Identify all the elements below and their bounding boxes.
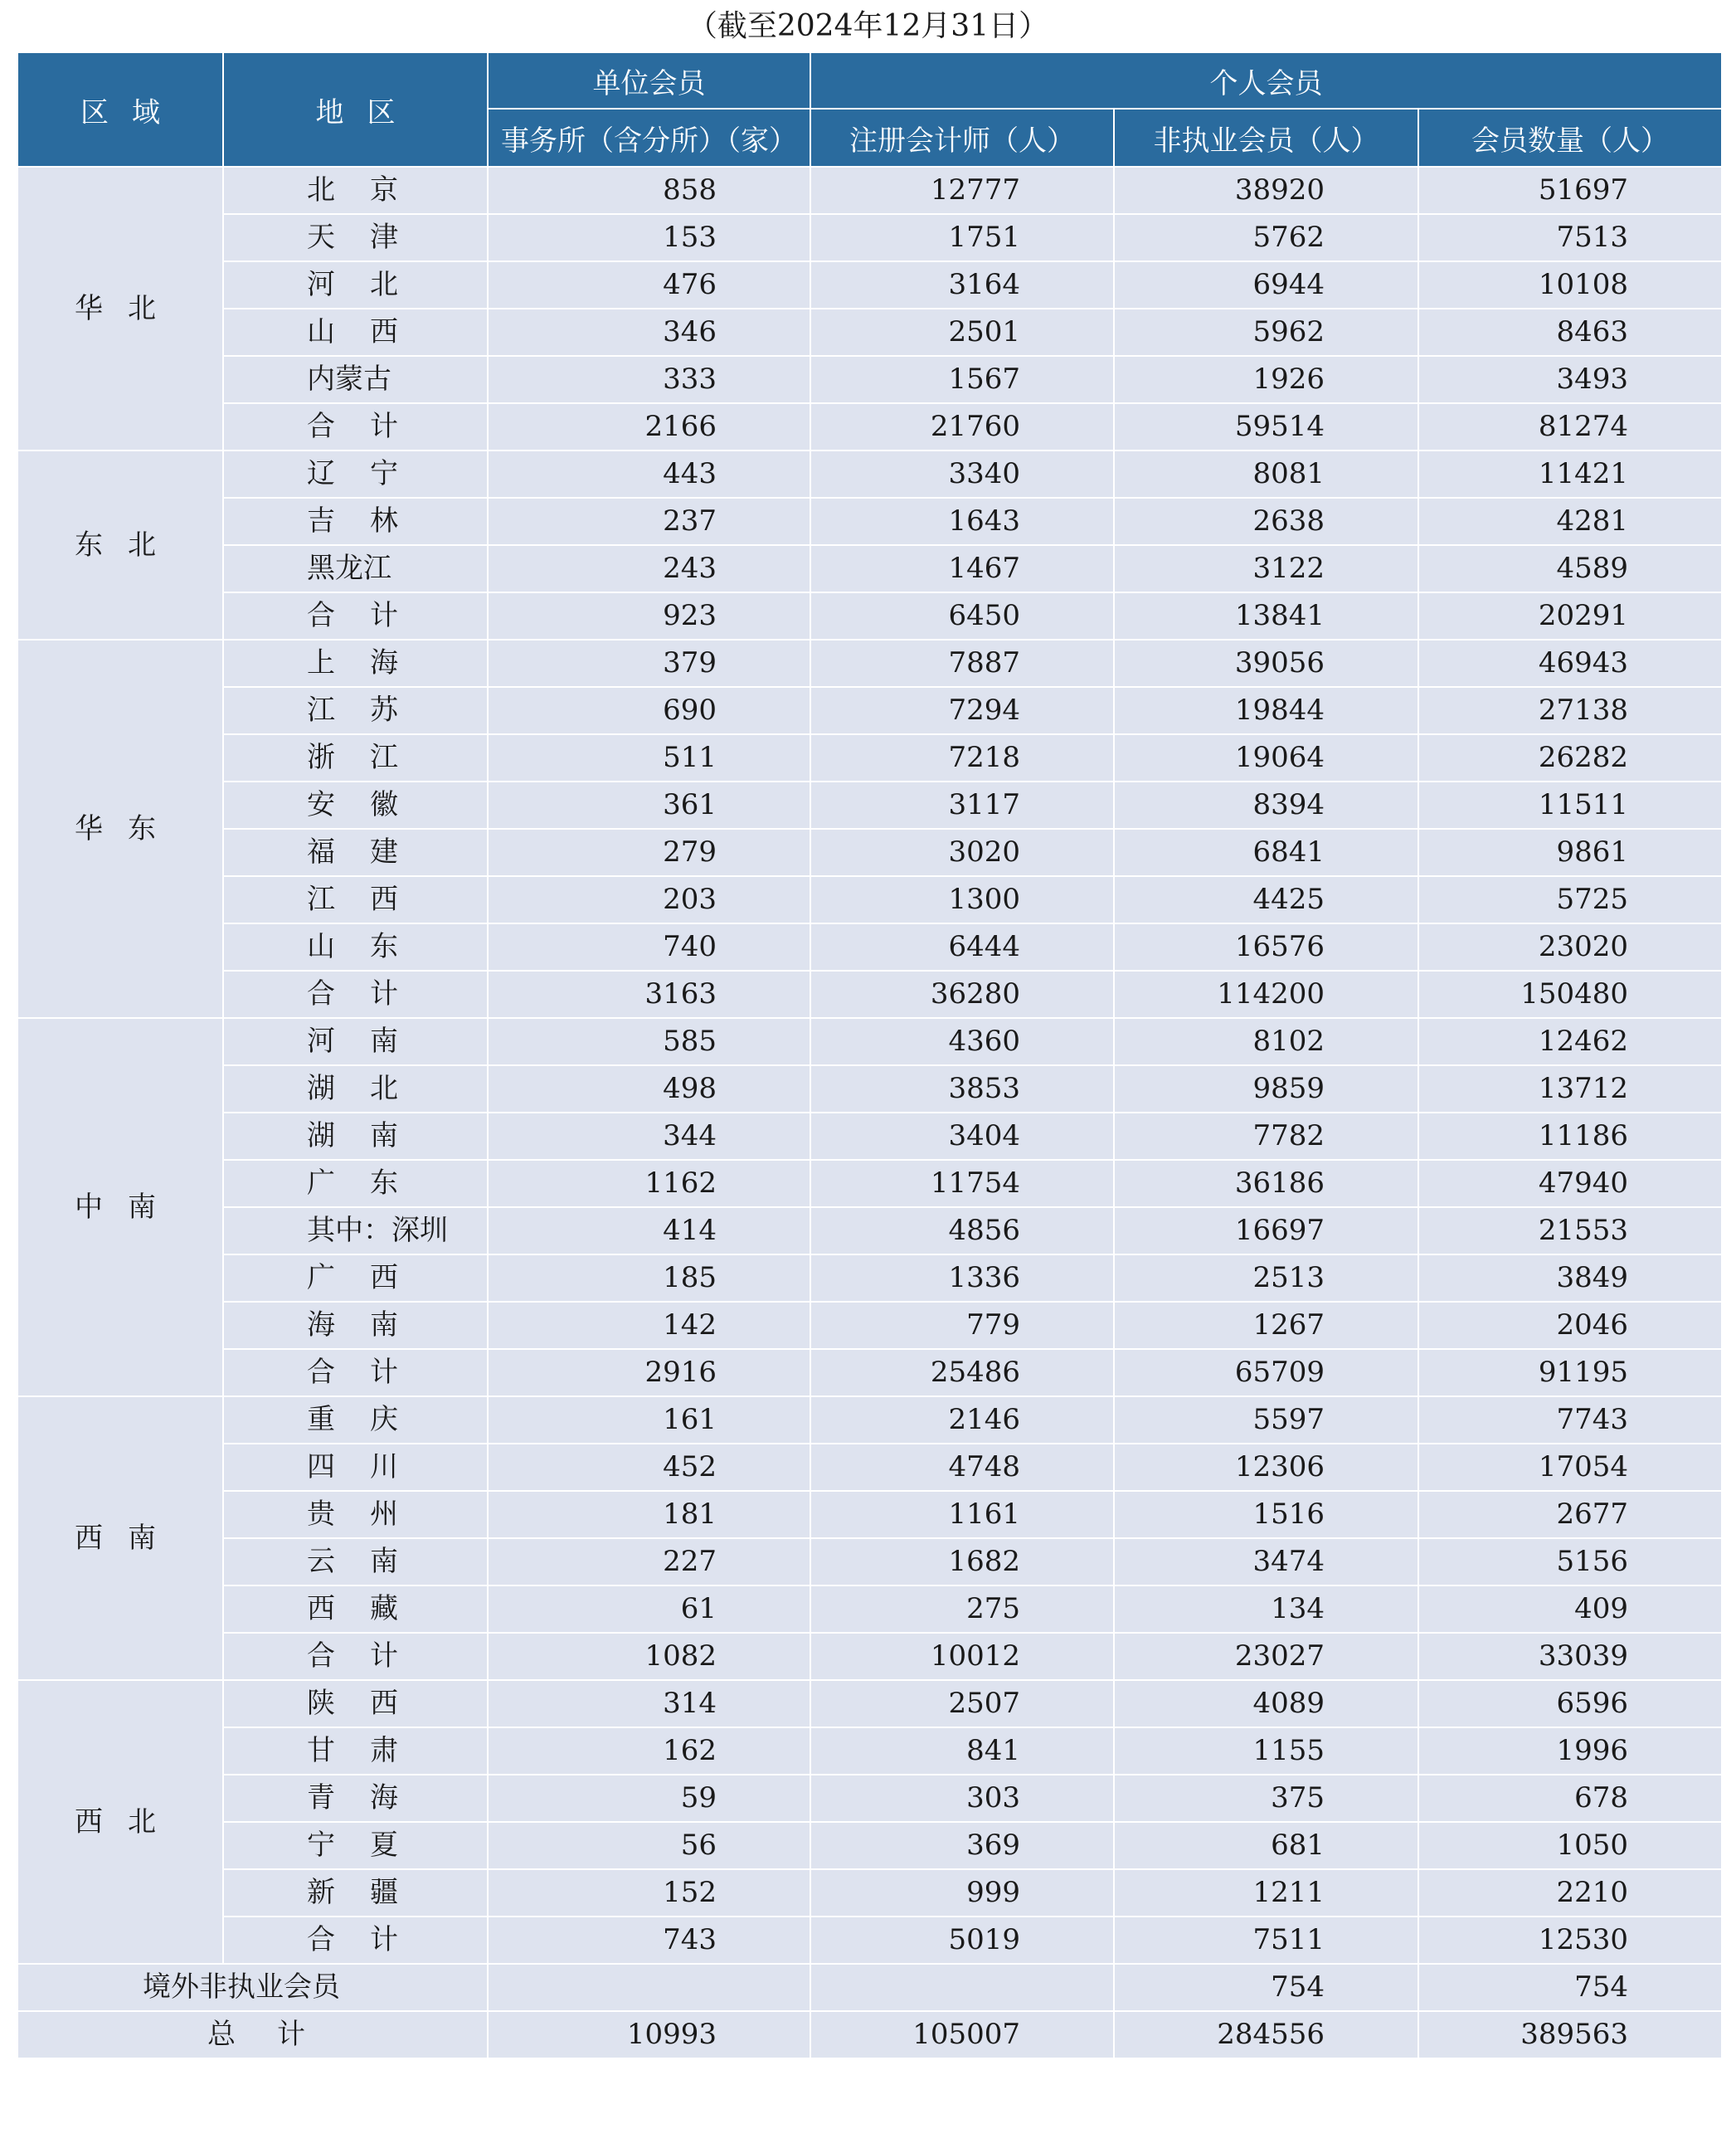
value-cell-non-practicing: 23027 <box>1114 1633 1418 1680</box>
table-row <box>17 451 1722 498</box>
value-cell-firms: 690 <box>488 687 810 734</box>
value-cell-members: 2677 <box>1418 1491 1722 1538</box>
value-cell-members: 20291 <box>1418 592 1722 640</box>
value-cell-non-practicing: 4425 <box>1114 876 1418 923</box>
area-cell: 内蒙古 <box>223 356 488 403</box>
value-cell-cpa: 275 <box>810 1585 1114 1633</box>
table-row <box>17 1633 1722 1680</box>
area-cell: 合计 <box>223 592 488 640</box>
header-non-practicing: 非执业会员（人） <box>1114 109 1418 167</box>
value-cell-firms: 161 <box>488 1396 810 1444</box>
table-row <box>17 1538 1722 1585</box>
grand-total-value-members: 389563 <box>1418 2011 1722 2058</box>
value-cell-firms: 56 <box>488 1822 810 1869</box>
table-row <box>17 1254 1722 1302</box>
value-cell-firms: 511 <box>488 734 810 782</box>
value-cell-cpa: 2146 <box>810 1396 1114 1444</box>
value-cell-cpa: 7294 <box>810 687 1114 734</box>
value-cell-cpa: 2507 <box>810 1680 1114 1727</box>
header-cpa: 注册会计师（人） <box>810 109 1114 167</box>
table-row <box>17 403 1722 451</box>
table-row <box>17 1822 1722 1869</box>
table-row <box>17 1113 1722 1160</box>
membership-table <box>17 51 1723 2059</box>
value-cell-cpa: 3340 <box>810 451 1114 498</box>
area-cell: 广西 <box>223 1254 488 1302</box>
value-cell-cpa: 3853 <box>810 1065 1114 1113</box>
value-cell-non-practicing: 6944 <box>1114 261 1418 309</box>
overseas-row <box>17 1964 1722 2011</box>
overseas-value-non-practicing: 754 <box>1114 1964 1418 2011</box>
area-cell: 福建 <box>223 829 488 876</box>
area-cell: 合计 <box>223 971 488 1018</box>
table-row <box>17 1160 1722 1207</box>
area-cell: 合计 <box>223 403 488 451</box>
value-cell-cpa: 3020 <box>810 829 1114 876</box>
value-cell-non-practicing: 375 <box>1114 1775 1418 1822</box>
area-cell: 河南 <box>223 1018 488 1065</box>
grand-total-value-non-practicing: 284556 <box>1114 2011 1418 2058</box>
table-row <box>17 545 1722 592</box>
value-cell-members: 46943 <box>1418 640 1722 687</box>
header-individual-member: 个人会员 <box>810 52 1722 109</box>
value-cell-firms: 414 <box>488 1207 810 1254</box>
value-cell-firms: 333 <box>488 356 810 403</box>
value-cell-members: 7743 <box>1418 1396 1722 1444</box>
table-row <box>17 1018 1722 1065</box>
value-cell-firms: 346 <box>488 309 810 356</box>
area-cell: 海南 <box>223 1302 488 1349</box>
value-cell-cpa: 1751 <box>810 214 1114 261</box>
area-cell: 合计 <box>223 1349 488 1396</box>
value-cell-non-practicing: 1211 <box>1114 1869 1418 1917</box>
value-cell-non-practicing: 6841 <box>1114 829 1418 876</box>
value-cell-members: 1050 <box>1418 1822 1722 1869</box>
value-cell-non-practicing: 681 <box>1114 1822 1418 1869</box>
value-cell-non-practicing: 1155 <box>1114 1727 1418 1775</box>
value-cell-firms: 923 <box>488 592 810 640</box>
table-row <box>17 1917 1722 1964</box>
value-cell-firms: 1082 <box>488 1633 810 1680</box>
table-row <box>17 640 1722 687</box>
table-row <box>17 214 1722 261</box>
region-cell: 东北 <box>17 451 223 640</box>
value-cell-cpa: 11754 <box>810 1160 1114 1207</box>
area-cell: 天津 <box>223 214 488 261</box>
value-cell-non-practicing: 8102 <box>1114 1018 1418 1065</box>
grand-total-label: 总计 <box>17 2011 488 2058</box>
area-cell: 合计 <box>223 1917 488 1964</box>
region-cell: 中南 <box>17 1018 223 1396</box>
area-cell: 江西 <box>223 876 488 923</box>
value-cell-non-practicing: 8394 <box>1114 782 1418 829</box>
table-row <box>17 1680 1722 1727</box>
value-cell-members: 9861 <box>1418 829 1722 876</box>
area-cell: 北京 <box>223 167 488 214</box>
value-cell-cpa: 10012 <box>810 1633 1114 1680</box>
value-cell-members: 10108 <box>1418 261 1722 309</box>
value-cell-firms: 279 <box>488 829 810 876</box>
value-cell-non-practicing: 16697 <box>1114 1207 1418 1254</box>
value-cell-firms: 2916 <box>488 1349 810 1396</box>
table-row <box>17 309 1722 356</box>
area-cell: 甘肃 <box>223 1727 488 1775</box>
area-cell: 青海 <box>223 1775 488 1822</box>
header-area: 地区 <box>223 52 488 167</box>
value-cell-cpa: 1161 <box>810 1491 1114 1538</box>
table-row <box>17 1491 1722 1538</box>
value-cell-members: 47940 <box>1418 1160 1722 1207</box>
value-cell-firms: 153 <box>488 214 810 261</box>
value-cell-non-practicing: 2513 <box>1114 1254 1418 1302</box>
value-cell-members: 81274 <box>1418 403 1722 451</box>
header-member-count: 会员数量（人） <box>1418 109 1722 167</box>
value-cell-cpa: 12777 <box>810 167 1114 214</box>
overseas-value-members: 754 <box>1418 1964 1722 2011</box>
table-row <box>17 829 1722 876</box>
value-cell-members: 7513 <box>1418 214 1722 261</box>
value-cell-members: 12530 <box>1418 1917 1722 1964</box>
value-cell-firms: 162 <box>488 1727 810 1775</box>
value-cell-non-practicing: 8081 <box>1114 451 1418 498</box>
value-cell-cpa: 7887 <box>810 640 1114 687</box>
value-cell-cpa: 4856 <box>810 1207 1114 1254</box>
area-cell: 黑龙江 <box>223 545 488 592</box>
value-cell-members: 150480 <box>1418 971 1722 1018</box>
value-cell-firms: 858 <box>488 167 810 214</box>
value-cell-members: 3849 <box>1418 1254 1722 1302</box>
table-row <box>17 1727 1722 1775</box>
value-cell-cpa: 21760 <box>810 403 1114 451</box>
table-row <box>17 1444 1722 1491</box>
value-cell-members: 11511 <box>1418 782 1722 829</box>
value-cell-firms: 585 <box>488 1018 810 1065</box>
grand-total-value-firms: 10993 <box>488 2011 810 2058</box>
value-cell-cpa: 25486 <box>810 1349 1114 1396</box>
value-cell-firms: 498 <box>488 1065 810 1113</box>
value-cell-cpa: 3404 <box>810 1113 1114 1160</box>
area-cell: 重庆 <box>223 1396 488 1444</box>
value-cell-non-practicing: 9859 <box>1114 1065 1418 1113</box>
value-cell-non-practicing: 2638 <box>1114 498 1418 545</box>
value-cell-non-practicing: 36186 <box>1114 1160 1418 1207</box>
value-cell-firms: 152 <box>488 1869 810 1917</box>
value-cell-non-practicing: 7511 <box>1114 1917 1418 1964</box>
value-cell-non-practicing: 19064 <box>1114 734 1418 782</box>
value-cell-firms: 227 <box>488 1538 810 1585</box>
table-row <box>17 1302 1722 1349</box>
table-row <box>17 1869 1722 1917</box>
table-row <box>17 498 1722 545</box>
value-cell-firms: 3163 <box>488 971 810 1018</box>
value-cell-members: 17054 <box>1418 1444 1722 1491</box>
value-cell-non-practicing: 16576 <box>1114 923 1418 971</box>
value-cell-firms: 443 <box>488 451 810 498</box>
area-cell: 浙江 <box>223 734 488 782</box>
value-cell-non-practicing: 39056 <box>1114 640 1418 687</box>
value-cell-firms: 59 <box>488 1775 810 1822</box>
table-row <box>17 1775 1722 1822</box>
table-row <box>17 167 1722 214</box>
value-cell-non-practicing: 114200 <box>1114 971 1418 1018</box>
header-unit-member: 单位会员 <box>488 52 810 109</box>
value-cell-members: 26282 <box>1418 734 1722 782</box>
value-cell-non-practicing: 5962 <box>1114 309 1418 356</box>
grand-total-row <box>17 2011 1722 2058</box>
value-cell-members: 12462 <box>1418 1018 1722 1065</box>
header-region: 区域 <box>17 52 223 167</box>
value-cell-firms: 452 <box>488 1444 810 1491</box>
value-cell-cpa: 4360 <box>810 1018 1114 1065</box>
value-cell-non-practicing: 65709 <box>1114 1349 1418 1396</box>
value-cell-members: 4281 <box>1418 498 1722 545</box>
value-cell-members: 409 <box>1418 1585 1722 1633</box>
value-cell-members: 2210 <box>1418 1869 1722 1917</box>
value-cell-cpa: 3164 <box>810 261 1114 309</box>
area-cell: 西藏 <box>223 1585 488 1633</box>
area-cell: 山西 <box>223 309 488 356</box>
value-cell-members: 11421 <box>1418 451 1722 498</box>
value-cell-firms: 237 <box>488 498 810 545</box>
overseas-value-firms <box>488 1964 810 2011</box>
value-cell-non-practicing: 7782 <box>1114 1113 1418 1160</box>
value-cell-members: 23020 <box>1418 923 1722 971</box>
value-cell-members: 678 <box>1418 1775 1722 1822</box>
table-row <box>17 782 1722 829</box>
table-row <box>17 1207 1722 1254</box>
grand-total-value-cpa: 105007 <box>810 2011 1114 2058</box>
value-cell-firms: 476 <box>488 261 810 309</box>
area-cell: 上海 <box>223 640 488 687</box>
value-cell-cpa: 36280 <box>810 971 1114 1018</box>
table-row <box>17 1065 1722 1113</box>
area-cell: 湖北 <box>223 1065 488 1113</box>
area-cell: 四川 <box>223 1444 488 1491</box>
area-cell: 辽宁 <box>223 451 488 498</box>
table-row <box>17 687 1722 734</box>
value-cell-firms: 181 <box>488 1491 810 1538</box>
value-cell-firms: 1162 <box>488 1160 810 1207</box>
value-cell-members: 5725 <box>1418 876 1722 923</box>
value-cell-non-practicing: 3474 <box>1114 1538 1418 1585</box>
area-cell: 江苏 <box>223 687 488 734</box>
region-cell: 华东 <box>17 640 223 1018</box>
table-row <box>17 356 1722 403</box>
value-cell-non-practicing: 5597 <box>1114 1396 1418 1444</box>
region-cell: 华北 <box>17 167 223 451</box>
area-cell: 其中：深圳 <box>223 1207 488 1254</box>
value-cell-firms: 142 <box>488 1302 810 1349</box>
value-cell-firms: 61 <box>488 1585 810 1633</box>
value-cell-firms: 379 <box>488 640 810 687</box>
value-cell-cpa: 841 <box>810 1727 1114 1775</box>
value-cell-members: 1996 <box>1418 1727 1722 1775</box>
value-cell-firms: 361 <box>488 782 810 829</box>
value-cell-non-practicing: 134 <box>1114 1585 1418 1633</box>
value-cell-non-practicing: 12306 <box>1114 1444 1418 1491</box>
value-cell-members: 2046 <box>1418 1302 1722 1349</box>
table-body <box>17 167 1722 2058</box>
value-cell-members: 13712 <box>1418 1065 1722 1113</box>
area-cell: 安徽 <box>223 782 488 829</box>
header-firms: 事务所（含分所）（家） <box>488 109 810 167</box>
table-row <box>17 734 1722 782</box>
value-cell-firms: 344 <box>488 1113 810 1160</box>
value-cell-cpa: 3117 <box>810 782 1114 829</box>
table-row <box>17 876 1722 923</box>
value-cell-members: 51697 <box>1418 167 1722 214</box>
value-cell-cpa: 1336 <box>810 1254 1114 1302</box>
value-cell-cpa: 1643 <box>810 498 1114 545</box>
value-cell-non-practicing: 1516 <box>1114 1491 1418 1538</box>
value-cell-members: 11186 <box>1418 1113 1722 1160</box>
area-cell: 贵州 <box>223 1491 488 1538</box>
area-cell: 陕西 <box>223 1680 488 1727</box>
area-cell: 宁夏 <box>223 1822 488 1869</box>
value-cell-members: 4589 <box>1418 545 1722 592</box>
value-cell-firms: 203 <box>488 876 810 923</box>
table-row <box>17 261 1722 309</box>
table-row <box>17 1396 1722 1444</box>
value-cell-non-practicing: 38920 <box>1114 167 1418 214</box>
value-cell-members: 91195 <box>1418 1349 1722 1396</box>
value-cell-firms: 185 <box>488 1254 810 1302</box>
overseas-label: 境外非执业会员 <box>17 1964 488 2011</box>
value-cell-cpa: 369 <box>810 1822 1114 1869</box>
value-cell-firms: 740 <box>488 923 810 971</box>
value-cell-non-practicing: 4089 <box>1114 1680 1418 1727</box>
value-cell-cpa: 1682 <box>810 1538 1114 1585</box>
value-cell-non-practicing: 1926 <box>1114 356 1418 403</box>
table-caption: （截至2024年12月31日） <box>687 9 1049 43</box>
value-cell-cpa: 7218 <box>810 734 1114 782</box>
area-cell: 湖南 <box>223 1113 488 1160</box>
value-cell-members: 8463 <box>1418 309 1722 356</box>
value-cell-non-practicing: 1267 <box>1114 1302 1418 1349</box>
value-cell-cpa: 5019 <box>810 1917 1114 1964</box>
value-cell-cpa: 4748 <box>810 1444 1114 1491</box>
table-row <box>17 592 1722 640</box>
area-cell: 广东 <box>223 1160 488 1207</box>
value-cell-members: 21553 <box>1418 1207 1722 1254</box>
table-header <box>17 52 1722 167</box>
value-cell-members: 33039 <box>1418 1633 1722 1680</box>
value-cell-firms: 743 <box>488 1917 810 1964</box>
area-cell: 新疆 <box>223 1869 488 1917</box>
table-row <box>17 1349 1722 1396</box>
value-cell-firms: 2166 <box>488 403 810 451</box>
value-cell-members: 3493 <box>1418 356 1722 403</box>
value-cell-cpa: 1467 <box>810 545 1114 592</box>
value-cell-members: 6596 <box>1418 1680 1722 1727</box>
area-cell: 吉林 <box>223 498 488 545</box>
region-cell: 西北 <box>17 1680 223 1964</box>
value-cell-cpa: 303 <box>810 1775 1114 1822</box>
table-row <box>17 923 1722 971</box>
table-row <box>17 1585 1722 1633</box>
region-cell: 西南 <box>17 1396 223 1680</box>
value-cell-cpa: 999 <box>810 1869 1114 1917</box>
value-cell-members: 5156 <box>1418 1538 1722 1585</box>
overseas-value-cpa <box>810 1964 1114 2011</box>
value-cell-non-practicing: 13841 <box>1114 592 1418 640</box>
value-cell-firms: 243 <box>488 545 810 592</box>
value-cell-cpa: 6450 <box>810 592 1114 640</box>
area-cell: 合计 <box>223 1633 488 1680</box>
value-cell-cpa: 1300 <box>810 876 1114 923</box>
value-cell-members: 27138 <box>1418 687 1722 734</box>
table-row <box>17 971 1722 1018</box>
value-cell-firms: 314 <box>488 1680 810 1727</box>
value-cell-cpa: 2501 <box>810 309 1114 356</box>
value-cell-non-practicing: 5762 <box>1114 214 1418 261</box>
value-cell-cpa: 779 <box>810 1302 1114 1349</box>
value-cell-non-practicing: 19844 <box>1114 687 1418 734</box>
value-cell-non-practicing: 59514 <box>1114 403 1418 451</box>
value-cell-cpa: 1567 <box>810 356 1114 403</box>
area-cell: 山东 <box>223 923 488 971</box>
area-cell: 云南 <box>223 1538 488 1585</box>
value-cell-cpa: 6444 <box>810 923 1114 971</box>
value-cell-non-practicing: 3122 <box>1114 545 1418 592</box>
area-cell: 河北 <box>223 261 488 309</box>
